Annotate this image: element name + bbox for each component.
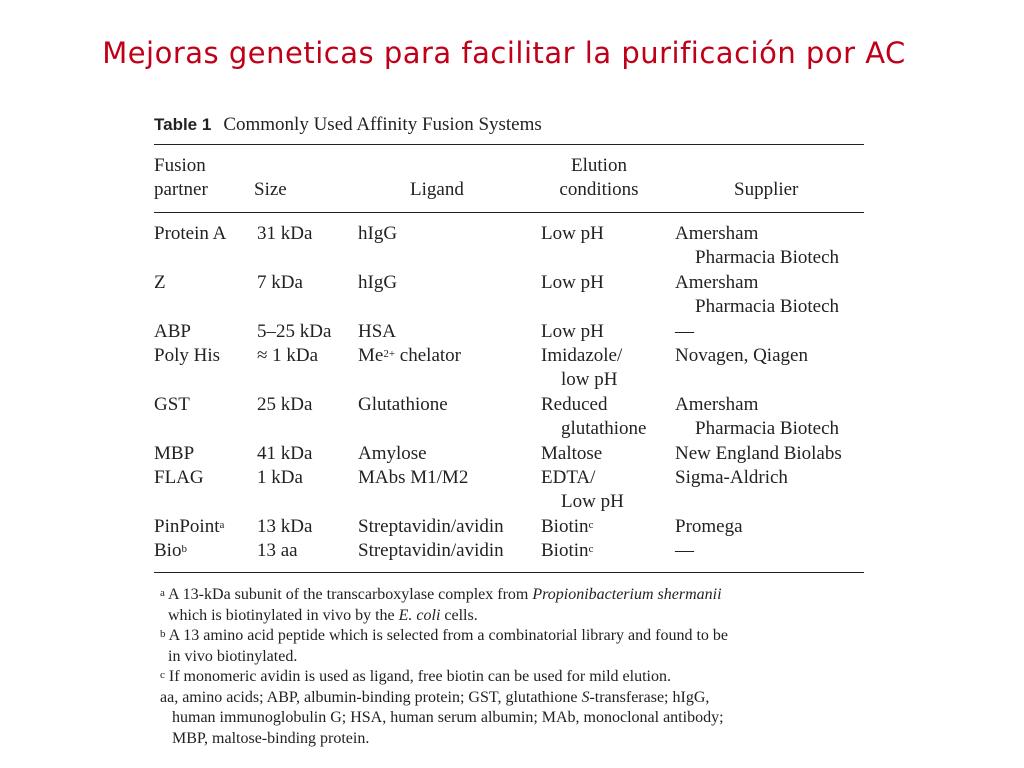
table-footnotes: [160, 585, 880, 749]
abbreviations-end: MBP, maltose-binding protein.: [172, 729, 370, 747]
footnote-c: $^c$ If monomeric avidin is used as ligand, free biotin can be used for mild elution.: [160, 668, 671, 685]
table-title: Commonly Used Affinity Fusion Systems: [223, 114, 542, 135]
top-rule: [154, 144, 864, 145]
cell-ligand: hIgG: [358, 272, 398, 293]
cell-size: 13 aa: [257, 540, 298, 561]
cell-size: 1 kDa: [257, 467, 303, 488]
cell-partner: Z: [154, 272, 166, 293]
header-elution: Elution conditions: [559, 155, 639, 200]
cell-size: 25 kDa: [257, 394, 313, 415]
cell-supplier: Amersham Pharmacia Biotech: [675, 394, 840, 439]
abbreviations: aa, amino acids; ABP, albumin-binding protein; GST, glutathione S-transferase; hIgG,: [160, 688, 710, 706]
header-rule: [154, 212, 864, 213]
affinity-fusion-table: [154, 110, 864, 561]
cell-ligand: $Me^{2+}$ chelator: [358, 345, 461, 366]
cell-elution: Low pH: [541, 223, 604, 244]
cell-supplier: —: [675, 540, 694, 561]
cell-ligand: Streptavidin/avidin: [358, 540, 504, 561]
cell-supplier: New England Biolabs: [675, 443, 842, 464]
cell-supplier: Amersham Pharmacia Biotech: [675, 223, 840, 268]
footnote-a: $^a$ A 13-kDa subunit of the transcarboxylase complex from Propionibacterium shermanii: [160, 586, 722, 603]
footnote-b-cont: in vivo biotinylated.: [168, 647, 298, 665]
cell-size: 5–25 kDa: [257, 321, 332, 342]
table-label: Table 1: [154, 115, 212, 134]
cell-supplier: —: [675, 321, 694, 342]
cell-supplier: Promega: [675, 516, 743, 537]
cell-partner: ABP: [154, 321, 191, 342]
cell-elution: Biotin$^c$: [541, 540, 594, 561]
cell-partner: Poly His: [154, 345, 220, 366]
cell-ligand: Streptavidin/avidin: [358, 516, 504, 537]
page-title: Mejoras geneticas para facilitar la purificación por AC: [102, 36, 906, 70]
footnote-b: $^b$ A 13 amino acid peptide which is selected from a combinatorial library and found to be: [160, 627, 729, 644]
cell-supplier: Novagen, Qiagen: [675, 345, 808, 366]
table-caption: [154, 110, 864, 140]
footnote-a-cont: which is biotinylated in vivo by the E. coli cells.: [168, 606, 478, 624]
cell-partner: PinPoint$^a$: [154, 516, 225, 537]
cell-size: 31 kDa: [257, 223, 313, 244]
cell-elution: Maltose: [541, 443, 603, 464]
cell-partner: MBP: [154, 443, 195, 464]
cell-size: 7 kDa: [257, 272, 303, 293]
cell-partner: Bio$^b$: [154, 540, 187, 561]
header-fusion-partner: Fusion partner: [154, 155, 208, 200]
header-supplier: Supplier: [734, 179, 799, 200]
cell-ligand: Amylose: [358, 443, 427, 464]
cell-ligand: Glutathione: [358, 394, 448, 415]
cell-elution: EDTA/ Low pH: [541, 467, 624, 512]
abbreviations-cont: human immunoglobulin G; HSA, human serum albumin; MAb, monoclonal antibody;: [172, 709, 724, 726]
cell-elution: Imidazole/ low pH: [541, 345, 623, 390]
cell-partner: Protein A: [154, 223, 227, 244]
cell-size: ≈ 1 kDa: [257, 345, 319, 366]
bottom-rule: [154, 572, 864, 573]
cell-elution: Low pH: [541, 272, 604, 293]
header-ligand: Ligand: [410, 179, 464, 200]
cell-ligand: HSA: [358, 321, 397, 342]
cell-supplier: Sigma-Aldrich: [675, 467, 788, 488]
cell-supplier: Amersham Pharmacia Biotech: [675, 272, 840, 317]
cell-ligand: hIgG: [358, 223, 398, 244]
header-size: Size: [254, 179, 287, 200]
cell-elution: Low pH: [541, 321, 604, 342]
cell-size: 13 kDa: [257, 516, 313, 537]
cell-ligand: MAbs M1/M2: [358, 467, 469, 488]
cell-size: 41 kDa: [257, 443, 313, 464]
cell-partner: GST: [154, 394, 190, 415]
cell-partner: FLAG: [154, 467, 204, 488]
cell-elution: Reduced glutathione: [541, 394, 647, 439]
cell-elution: Biotin$^c$: [541, 516, 594, 537]
